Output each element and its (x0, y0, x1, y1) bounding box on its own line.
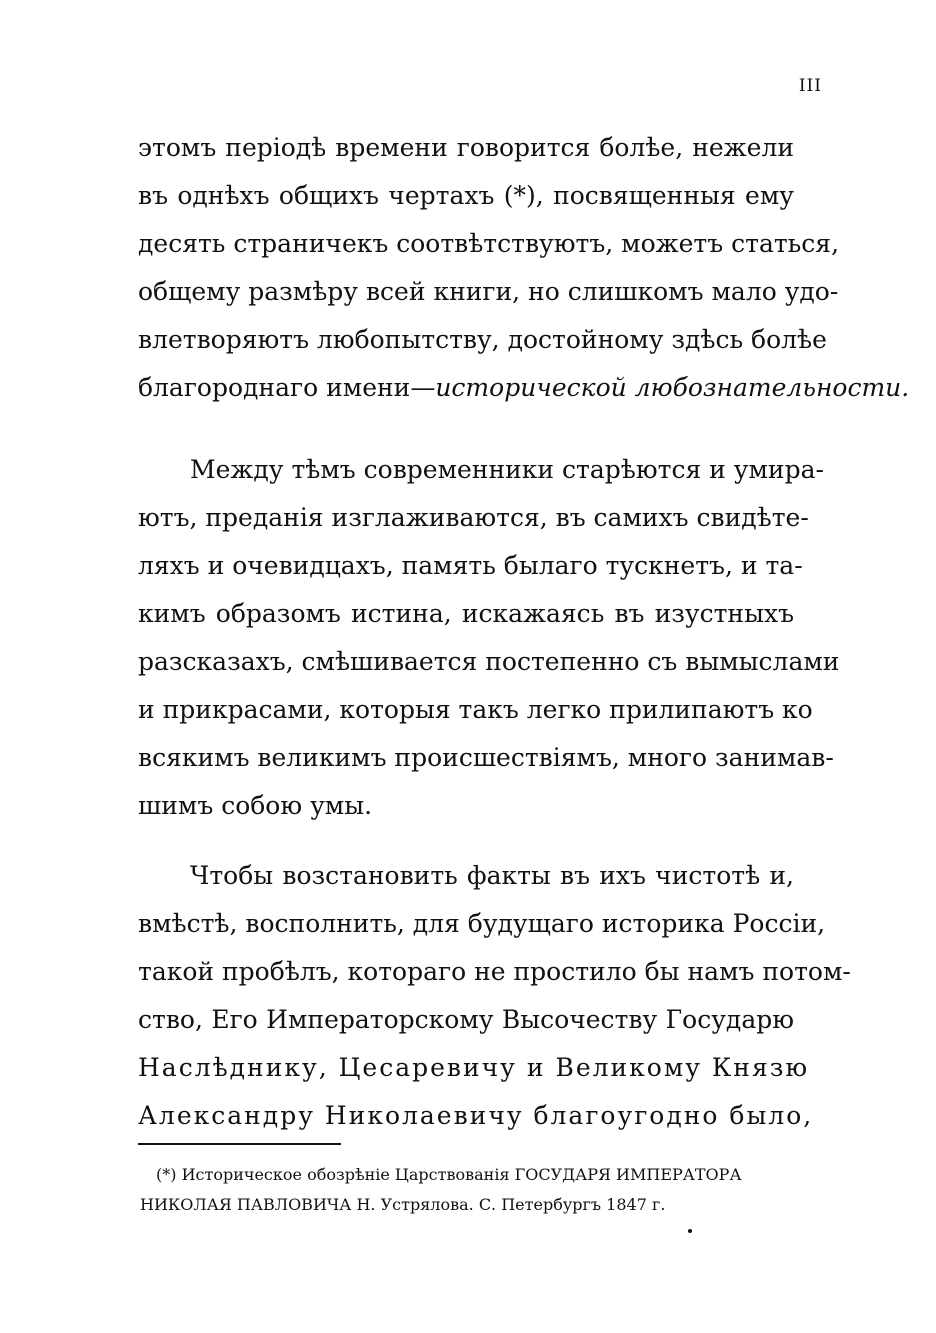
text-line: Между тѣмъ современники старѣются и умира- (190, 455, 824, 484)
text-line (138, 364, 910, 412)
text-line: такой пробѣлъ, котораго не простило бы намъ потом- (138, 957, 851, 986)
text-line: общему размѣру всей книги, но слишкомъ мало удо- (138, 277, 839, 306)
italic-phrase: исторической любознательности. (435, 373, 910, 402)
text-line: разсказахъ, смѣшивается постепенно съ вымыслами (138, 647, 840, 676)
text-line: Александру Николаевичу благоугодно было, (138, 1101, 814, 1130)
text-line: кимъ образомъ истина, искажаясь въ изустныхъ (138, 599, 794, 628)
page-number: III (798, 76, 822, 96)
text-line: въ однѣхъ общихъ чертахъ (*), посвященныя ему (138, 181, 794, 210)
text-line: десять страничекъ соотвѣтствуютъ, можетъ статься, (138, 229, 840, 258)
text-line: всякимъ великимъ происшествіямъ, много занимав- (138, 743, 834, 772)
paragraph-3 (138, 852, 851, 1140)
paragraph-1 (138, 124, 910, 412)
footnote-line: НИКОЛАЯ ПАВЛОВИЧА Н. Устрялова. С. Петербургъ 1847 г. (140, 1195, 666, 1214)
text-line: вмѣстѣ, восполнить, для будущаго историка Россіи, (138, 909, 826, 938)
text-line: ютъ, преданія изглаживаются, въ самихъ свидѣте- (138, 503, 809, 532)
text-fragment: благороднаго имени— (138, 373, 436, 402)
text-line: этомъ періодѣ времени говорится болѣе, нежели (138, 133, 794, 162)
ink-dot (688, 1229, 692, 1233)
text-line: влетворяютъ любопытству, достойному здѣсь болѣе (138, 325, 827, 354)
text-line: шимъ собою умы. (138, 791, 373, 820)
text-line: и прикрасами, которыя такъ легко прилипаютъ ко (138, 695, 813, 724)
text-line: Чтобы возстановить факты въ ихъ чистотѣ и, (190, 861, 794, 890)
paragraph-2 (138, 446, 840, 830)
text-line: ство, Его Императорскому Высочеству Государю (138, 1005, 794, 1034)
text-line: ляхъ и очевидцахъ, память былаго тускнетъ, и та- (138, 551, 803, 580)
text-line: Наслѣднику, Цесаревичу и Великому Князю (138, 1053, 810, 1082)
footnote-separator (138, 1143, 341, 1145)
footnote-line: (*) Историческое обозрѣніе Царствованія ГОСУДАРЯ ИМПЕРАТОРА (156, 1165, 742, 1184)
footnote (140, 1160, 800, 1220)
